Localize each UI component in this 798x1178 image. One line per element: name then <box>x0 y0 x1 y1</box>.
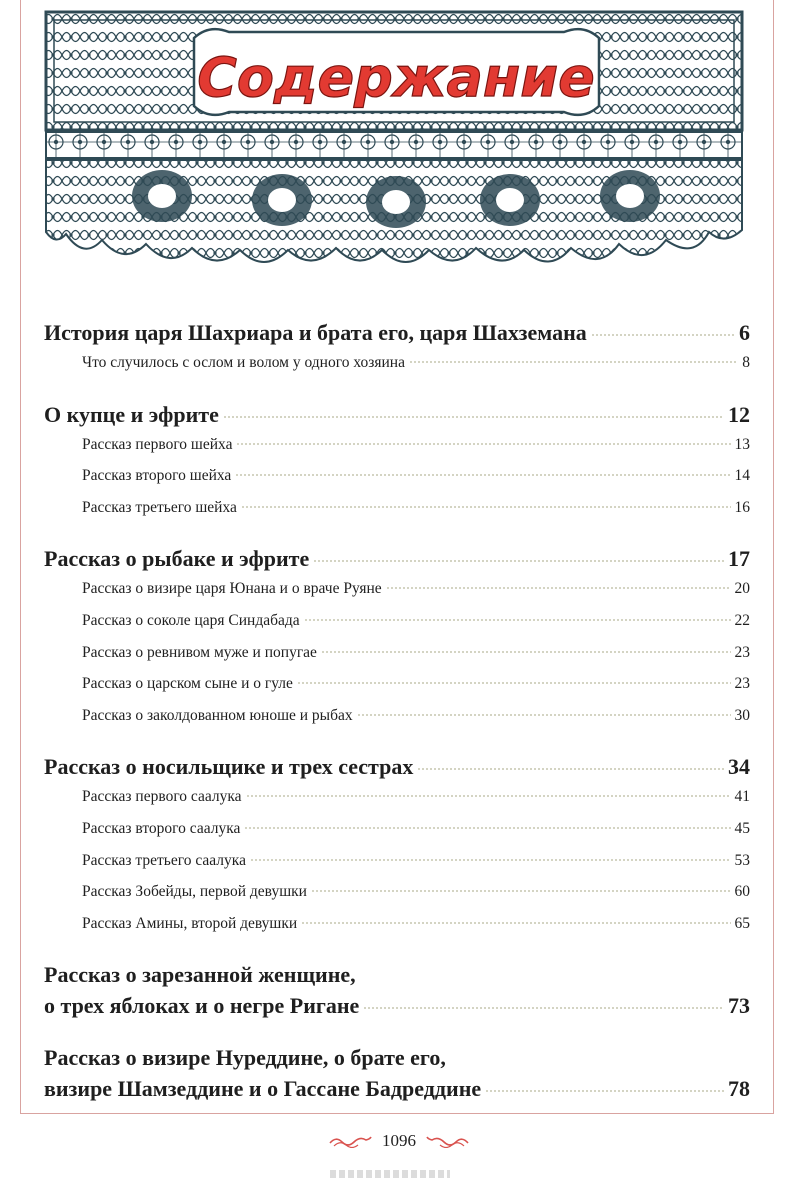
toc-entry-page: 73 <box>728 993 750 1019</box>
toc-entry-title-line2: визире Шамзеддине и о Гассане Бадреддине <box>44 1076 482 1102</box>
toc-subentry-title: Рассказ второго саалука <box>82 819 241 837</box>
toc-subentry-title: Рассказ о визире царя Юнана и о враче Руяне <box>82 580 382 598</box>
toc-subentry[interactable] <box>44 915 750 947</box>
dot-leader <box>236 443 730 445</box>
dot-leader <box>244 827 730 829</box>
toc-entry-title: Рассказ о рыбаке и эфрите <box>44 546 310 572</box>
dot-leader <box>250 859 731 861</box>
dot-leader <box>357 714 731 716</box>
toc-subentry[interactable] <box>44 354 750 386</box>
toc-subentry-page: 23 <box>734 643 750 661</box>
toc-subentry[interactable] <box>44 467 750 499</box>
dot-leader <box>241 506 731 508</box>
toc-subentry-title: Рассказ третьего саалука <box>82 851 246 869</box>
dot-leader <box>246 795 731 797</box>
toc-subentry-title: Рассказ Зобейды, первой девушки <box>82 883 307 901</box>
toc-subentry[interactable] <box>44 883 750 915</box>
left-swirl-icon <box>328 1134 372 1148</box>
toc-subentry-page: 22 <box>734 611 750 629</box>
toc-entry-page: 78 <box>728 1076 750 1102</box>
dot-leader <box>311 890 731 892</box>
dot-leader <box>313 560 724 562</box>
toc-subentry-page: 41 <box>734 788 750 806</box>
toc-entry-page: 6 <box>739 320 750 345</box>
toc-subentry[interactable] <box>44 580 750 612</box>
toc-entry-title: История царя Шахриара и брата его, царя Шахземана <box>44 320 587 345</box>
toc-subentry-page: 13 <box>734 435 750 453</box>
toc-entry-page: 34 <box>728 754 750 780</box>
dot-leader <box>417 768 724 770</box>
toc-subentry[interactable] <box>44 644 750 676</box>
dot-leader <box>409 361 738 363</box>
toc-entry-title-line1: Рассказ о визире Нуреддине, о брате его, <box>44 1045 446 1071</box>
toc-subentry-page: 60 <box>734 883 750 901</box>
toc-subentry-title: Рассказ Амины, второй девушки <box>82 914 298 932</box>
toc-entry[interactable] <box>44 320 750 354</box>
toc-subentry-title: Рассказ о царском сыне и о гуле <box>82 675 293 693</box>
dot-leader <box>223 416 724 418</box>
toc-subentry-title: Рассказ первого шейха <box>82 435 233 453</box>
toc-subentry-title: Рассказ о соколе царя Синдабада <box>82 611 300 629</box>
dot-leader <box>386 587 731 589</box>
toc-entry-title: Рассказ о носильщике и трех сестрах <box>44 754 414 780</box>
toc-subentry-title: Что случилось с ослом и волом у одного хозяина <box>82 354 405 371</box>
toc-subentry-page: 14 <box>734 467 750 485</box>
toc-entry[interactable] <box>44 402 750 436</box>
toc-subentry[interactable] <box>44 852 750 884</box>
toc-subentry[interactable] <box>44 788 750 820</box>
toc-entry-page: 12 <box>728 401 750 427</box>
toc-entry-title-line2: о трех яблоках и о негре Ригане <box>44 993 360 1019</box>
toc-subentry-page: 23 <box>734 675 750 693</box>
toc-subentry[interactable] <box>44 820 750 852</box>
toc-entry[interactable] <box>44 962 750 1025</box>
toc-subentry[interactable] <box>44 612 750 644</box>
toc-subentry-page: 30 <box>734 706 750 724</box>
page-number: 1096 <box>382 1131 416 1150</box>
toc-entry[interactable] <box>44 546 750 580</box>
page-title: Содержание <box>197 46 595 109</box>
toc-entry-title: О купце и эфрите <box>44 401 219 427</box>
toc-subentry[interactable] <box>44 675 750 707</box>
dot-leader <box>301 922 730 924</box>
dot-leader <box>235 474 730 476</box>
toc-subentry-title: Рассказ первого саалука <box>82 788 242 806</box>
toc-entry[interactable] <box>44 754 750 788</box>
toc-subentry-page: 45 <box>734 819 750 837</box>
dot-leader <box>363 1007 724 1009</box>
header-ornament <box>44 10 744 274</box>
dot-leader <box>485 1090 724 1092</box>
bottom-edge-strip <box>330 1170 450 1178</box>
right-swirl-icon <box>426 1134 470 1148</box>
toc-subentry[interactable] <box>44 499 750 531</box>
toc-entry-title-line1: Рассказ о зарезанной женщине, <box>44 962 356 988</box>
page-footer <box>0 1126 798 1156</box>
toc-subentry[interactable] <box>44 707 750 739</box>
toc-subentry-page: 65 <box>734 914 750 932</box>
toc-subentry-title: Рассказ второго шейха <box>82 467 232 485</box>
dot-leader <box>297 682 731 684</box>
table-of-contents <box>44 320 750 1108</box>
toc-subentry-page: 16 <box>734 498 750 516</box>
toc-subentry-title: Рассказ о ревнивом муже и попугае <box>82 643 317 661</box>
toc-subentry-title: Рассказ о заколдованном юноше и рыбах <box>82 706 353 724</box>
dot-leader <box>591 334 735 336</box>
toc-subentry[interactable] <box>44 436 750 468</box>
dot-leader <box>321 651 731 653</box>
toc-entry[interactable] <box>44 1045 750 1108</box>
toc-subentry-page: 8 <box>742 354 750 371</box>
toc-subentry-page: 53 <box>734 851 750 869</box>
toc-subentry-page: 20 <box>734 580 750 598</box>
dot-leader <box>304 619 731 621</box>
toc-subentry-title: Рассказ третьего шейха <box>82 498 237 516</box>
toc-entry-page: 17 <box>728 546 750 572</box>
